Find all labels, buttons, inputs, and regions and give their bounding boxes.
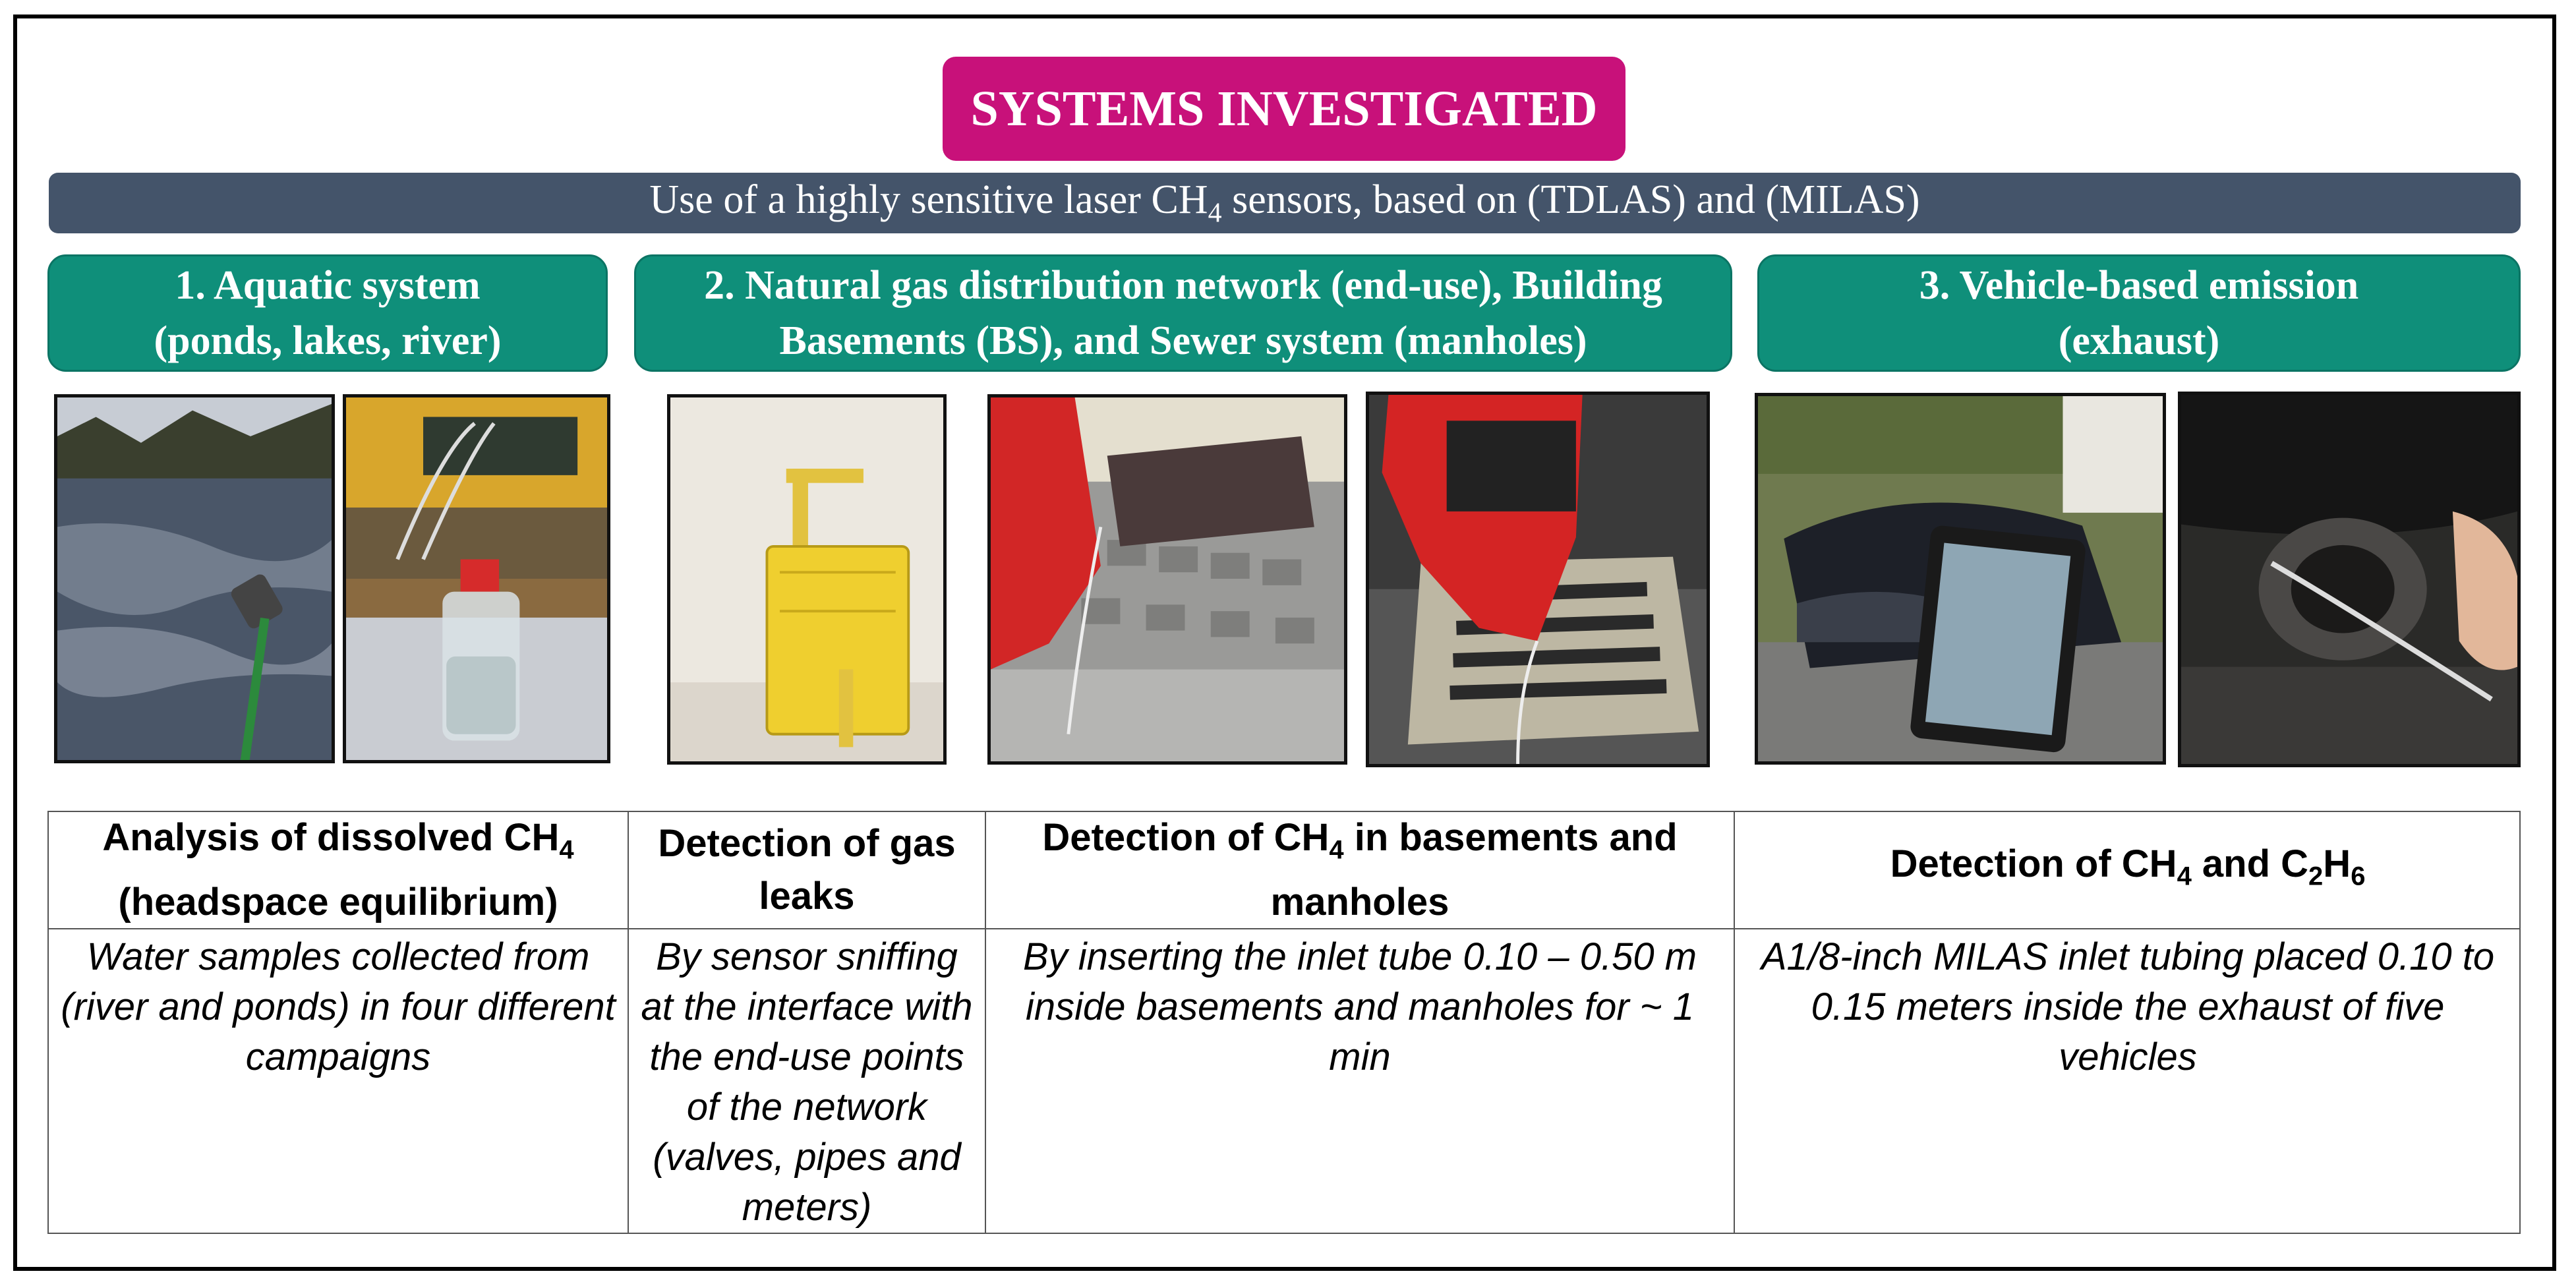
table-cell-ch4-c2h6: A1/8-inch MILAS inlet tubing placed 0.10 to 0.15 meters inside the exhaust of five vehicles xyxy=(1761,935,2495,1078)
table-cell-basements-manholes: By inserting the inlet tube 0.10 – 0.50 m inside basements and manholes for ~ 1 min xyxy=(1022,935,1697,1078)
table-header-dissolved-ch4: Analysis of dissolved $CH_4$ (headspace equilibrium) xyxy=(102,815,574,924)
subtitle-text: Use of a highly sensitive laser $CH_4$ sensors, based on (TDLAS) and (MILAS) xyxy=(649,177,1920,229)
photo-gas-meter-box xyxy=(667,394,947,765)
photo-sample-bottle xyxy=(343,394,610,763)
category-aquatic-header: 1. Aquatic system (ponds, lakes, river) xyxy=(47,254,608,372)
subtitle-banner xyxy=(49,173,2521,233)
photo-exhaust-pipe xyxy=(2178,392,2521,767)
methods-table xyxy=(47,811,2521,1234)
table-header-basements-manholes: Detection of $CH_4$ in basements and manholes xyxy=(1042,815,1678,924)
photo-lake-sensor xyxy=(54,394,335,763)
table-header-ch4-c2h6: Detection of $CH_4$ and $C_2H_6$ xyxy=(1890,842,2366,891)
photo-manhole-grate xyxy=(1366,392,1710,767)
table-cell-dissolved-ch4: Water samples collected from (river and ponds) in four different campaigns xyxy=(61,935,616,1078)
category-gas-network-header: 2. Natural gas distribution network (end-use), Building Basements (BS), and Sewer system (manholes) xyxy=(634,254,1732,372)
page-title-text: SYSTEMS INVESTIGATED xyxy=(970,80,1598,136)
category-vehicle-header: 3. Vehicle-based emission (exhaust) xyxy=(1757,254,2521,372)
photo-motorcycle-tablet xyxy=(1755,393,2166,765)
table-header-gas-leaks: Detection of gas leaks xyxy=(658,822,956,918)
table-cell-gas-leaks: By sensor sniffing at the interface with the end-use points of the network (valves, pipes and meters) xyxy=(641,935,973,1229)
photo-basement-vent xyxy=(987,394,1347,765)
page-title xyxy=(943,57,1625,161)
